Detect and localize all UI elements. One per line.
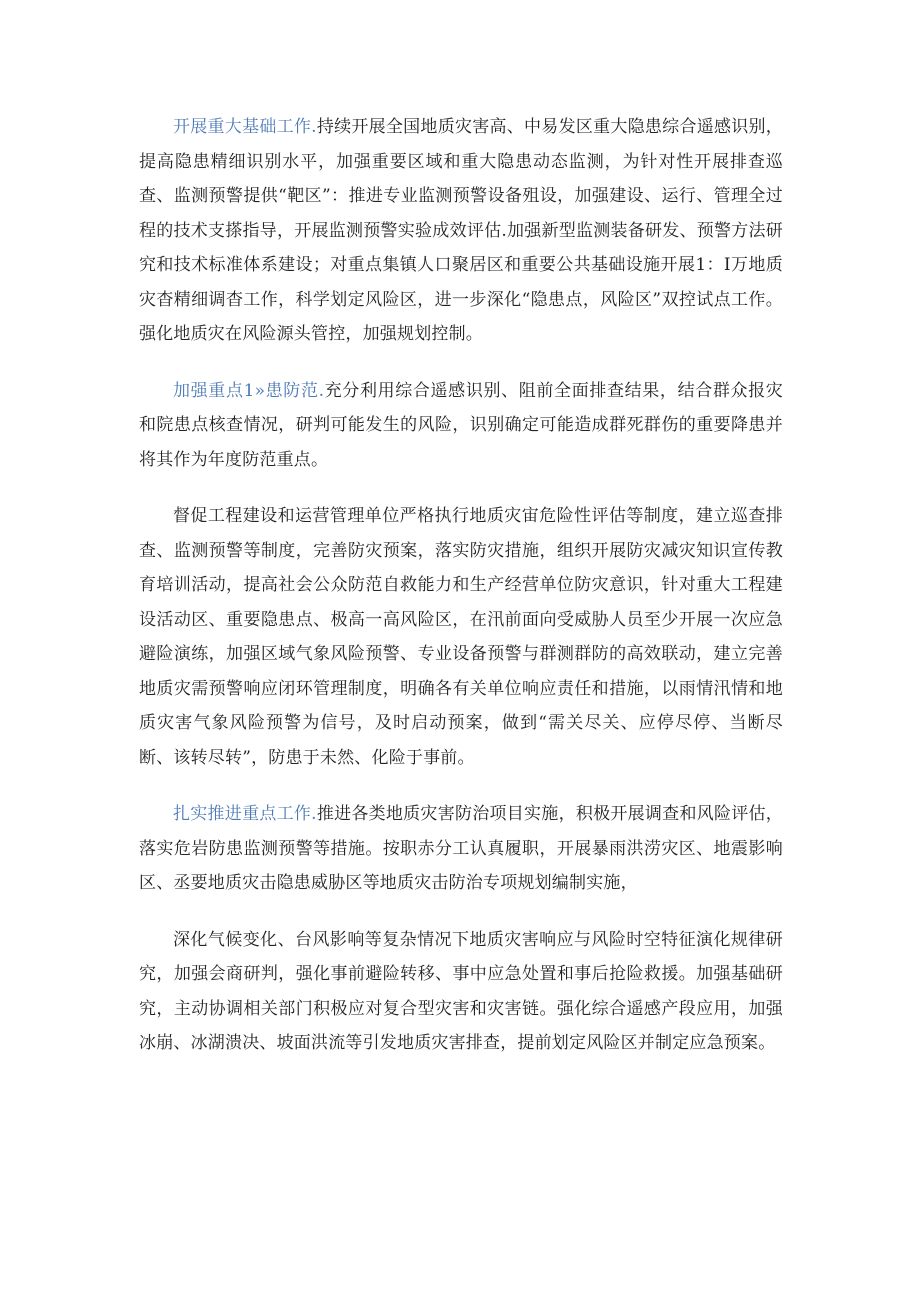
paragraph-research [139, 923, 783, 1061]
paragraph-key-work [139, 797, 783, 901]
paragraph-heading: 扎实推进重点工作. [173, 804, 317, 824]
paragraph-hazard-prevention [139, 374, 783, 478]
paragraph-body: 督促工程建设和运营管理单位严格执行地质灾宙危险性评估等制度，建立巡查排查、监测预警等制度，完善防灾预案，落实防灾措施，组织开展防灾减灾知识宣传教育培训活动，提高社会公众防范自救能力和生产经营单位防灾意识，针对重大工程建设活动区、重要隐患点、极高一高风险区，在汛前面向受威胁人员至少开展一次应急避险演练，加强区域气象风险预警、专业设备预警与群测群防的高效联动，建立完善地质灾需预警响应闭环管理制度，明确各有关单位响应责任和措施，以雨情汛情和地质灾害气象风险预警为信号，及时启动预案，做到“需关尽关、应停尽停、当断尽断、该转尽转”，防患于未然、化险于事前。 [139, 506, 783, 768]
paragraph-heading: 加强重点1»患防范. [173, 380, 325, 401]
paragraph-body: 推进各类地质灾害防治项目实施，积极开展调查和风险评估，落实危岩防患监测预警等措施。按职赤分工认真履职，开展暴雨洪涝灾区、地震影响区、丞要地质灾击隐患威胁区等地质灾击防治专项规划编制实施， [139, 804, 783, 893]
paragraph-supervision [139, 499, 783, 775]
paragraph-body: 充分利用综合遥感识别、阻前全面排查结果，结合群众报灾和院患点核查情况，研判可能发生的风险，识别确定可能造成群死群伤的重要降患并将其作为年度防范重点。 [139, 380, 784, 470]
document-page [139, 110, 783, 1083]
paragraph-body: 持续开展全国地质灾害高、中易发区重大隐患综合遥感识别，提高隐患精细识别水平，加强重要区域和重大隐患动态监测，为针对性开展排查巡查、监测预警提供“靶区”：推进专业监测预警设备殂设，加强建设、运行、管理全过程的技术支搽指导，开展监测预警实验成效评估.加强新型监测装备研发、预警方法研究和技术标准体系建设；对重点集镇人口聚居区和重要公共基础设施开展1：I万地质灾杳精细调杳工作，科学划定风险区，进一步深化“隐患点，风险区”双控试点工作。强化地质灾在风险源头管控，加强规划控制。 [139, 117, 783, 344]
paragraph-heading: 开展重大基础工作. [173, 117, 317, 137]
paragraph-major-basic-work [139, 110, 783, 352]
paragraph-body: 深化气候变化、台风影响等复杂情况下地质灾害响应与风险时空特征演化规律研究，加强会商研判，强化事前避险转移、事中应急处置和事后抢险救援。加强基础研究，主动协调相关部门积极应对复合型灾害和灾害链。强化综合遥感产段应用，加强冰崩、冰湖溃决、坡面洪流等引发地质灾害排查，提前划定风险区并制定应急预案。 [139, 929, 783, 1053]
